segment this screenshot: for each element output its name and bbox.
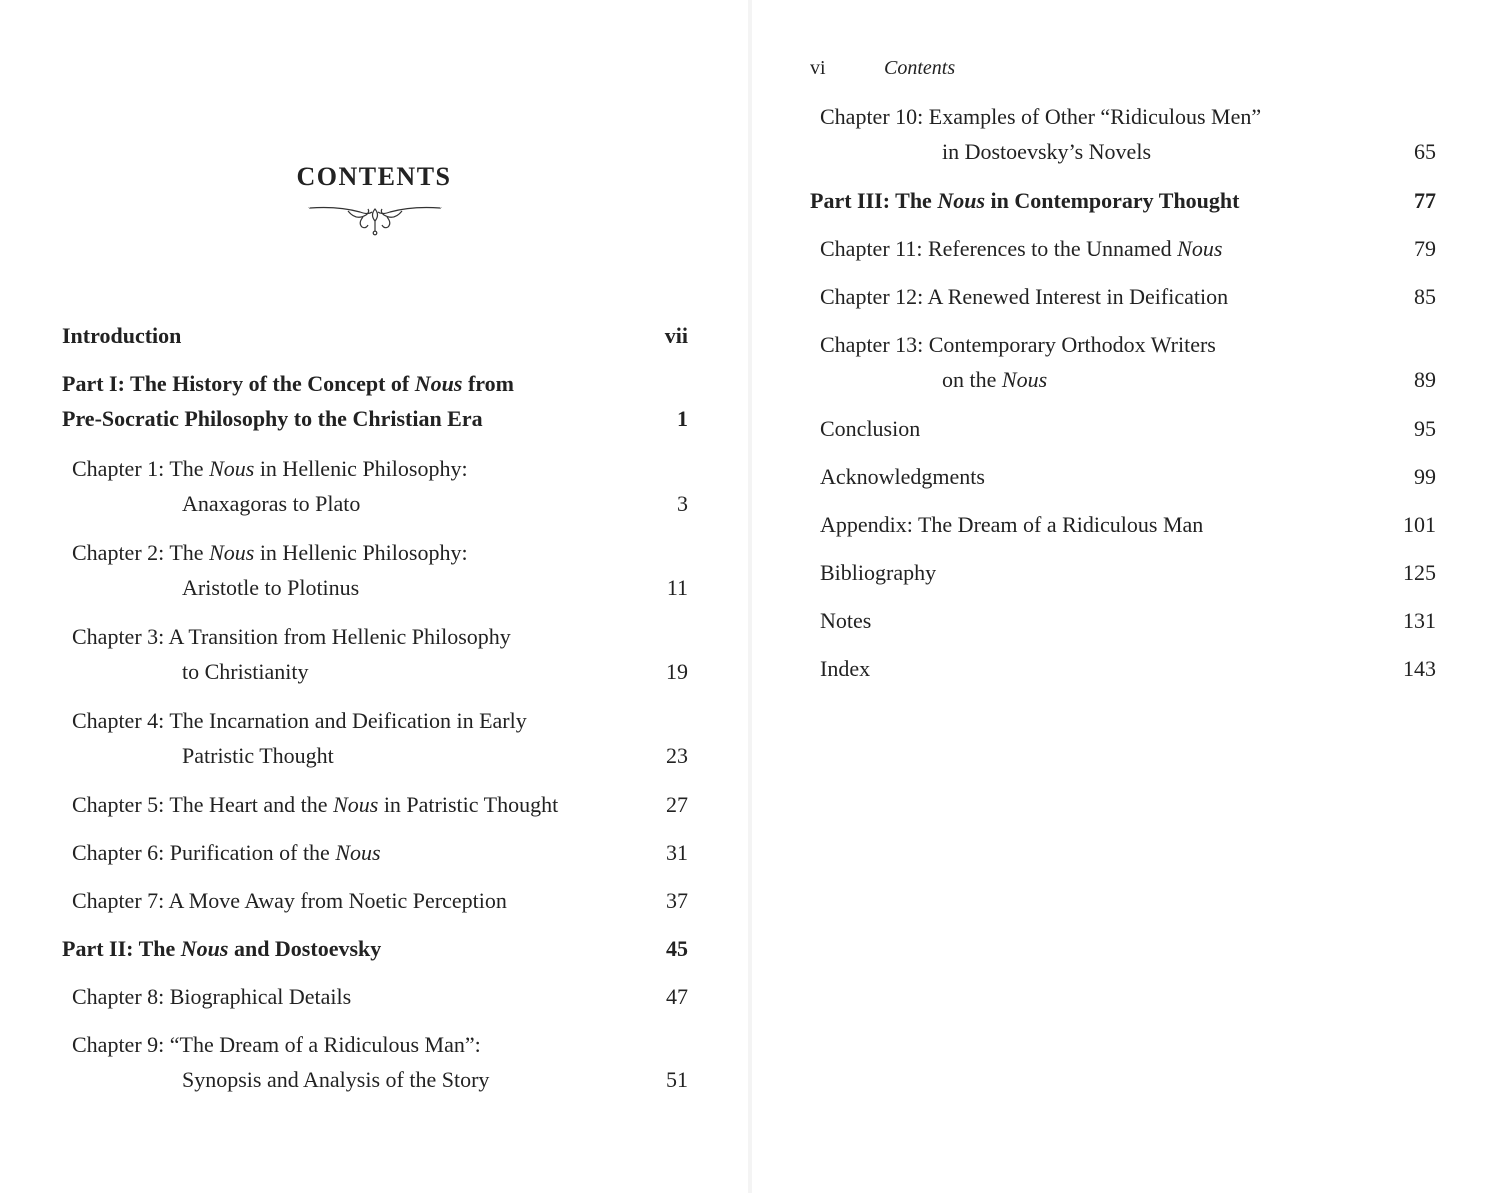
entry-label: Notes	[820, 608, 872, 633]
entry-label: Chapter 4: The Incarnation and Deification in Early	[72, 708, 527, 733]
entry-label-continued: in Dostoevsky’s Novels	[942, 139, 1151, 164]
page-number: 37	[666, 888, 688, 913]
page-number: 131	[1403, 608, 1436, 633]
page-number: 27	[666, 792, 688, 817]
entry-label-continued: Synopsis and Analysis of the Story	[182, 1067, 490, 1092]
flourish-ornament	[308, 203, 442, 237]
page-number: 143	[1403, 656, 1436, 681]
page-number: 95	[1414, 416, 1436, 441]
entry-label: Chapter 11: References to the Unnamed Nous	[820, 236, 1223, 261]
page-number: 65	[1414, 139, 1436, 164]
page-number: 47	[666, 984, 688, 1009]
page-number: 101	[1403, 512, 1436, 537]
page-number: 23	[666, 743, 688, 768]
page-number: 3	[677, 491, 688, 516]
page-number: 51	[666, 1067, 688, 1092]
entry-label: Chapter 8: Biographical Details	[72, 984, 352, 1009]
left-page	[0, 0, 748, 1193]
running-head-title: Contents	[884, 57, 956, 79]
entry-label: Acknowledgments	[820, 464, 985, 489]
entry-label: Chapter 9: “The Dream of a Ridiculous Man”:	[72, 1032, 481, 1057]
entry-label: Part II: The Nous and Dostoevsky	[62, 936, 382, 961]
entry-label: Bibliography	[820, 560, 937, 585]
entry-label: Chapter 3: A Transition from Hellenic Philosophy	[72, 624, 511, 649]
folio-number: vi	[810, 57, 826, 79]
entry-label-continued: Pre-Socratic Philosophy to the Christian Era	[62, 406, 483, 431]
entry-label: Conclusion	[820, 416, 921, 441]
page-number: 99	[1414, 464, 1436, 489]
entry-label: Chapter 6: Purification of the Nous	[72, 840, 381, 865]
page-number: 85	[1414, 284, 1436, 309]
page-number: 77	[1414, 188, 1436, 213]
page-number: 125	[1403, 560, 1436, 585]
entry-label-continued: on the Nous	[942, 367, 1048, 392]
page-number: 11	[666, 575, 688, 600]
page-number: 89	[1414, 367, 1436, 392]
entry-label: Chapter 12: A Renewed Interest in Deification	[820, 284, 1229, 309]
entry-label: Chapter 10: Examples of Other “Ridiculous Men”	[820, 104, 1262, 129]
page-number: 19	[666, 659, 688, 684]
entry-label: Appendix: The Dream of a Ridiculous Man	[820, 512, 1204, 537]
entry-label: Chapter 1: The Nous in Hellenic Philosophy:	[72, 456, 468, 481]
entry-label: Chapter 5: The Heart and the Nous in Patristic Thought	[72, 792, 559, 817]
entry-label-continued: Aristotle to Plotinus	[182, 575, 360, 600]
entry-label: Introduction	[62, 323, 182, 348]
entry-label: Chapter 2: The Nous in Hellenic Philosophy:	[72, 540, 468, 565]
entry-label-continued: to Christianity	[182, 659, 309, 684]
entry-label: Chapter 13: Contemporary Orthodox Writers	[820, 332, 1216, 357]
page-number: 1	[677, 406, 688, 431]
page-number: 79	[1414, 236, 1436, 261]
page-number: 45	[666, 936, 688, 961]
right-page	[752, 0, 1500, 1193]
entry-label: Part III: The Nous in Contemporary Thought	[810, 188, 1240, 213]
contents-title: CONTENTS	[296, 162, 452, 191]
entry-label-continued: Anaxagoras to Plato	[182, 491, 361, 516]
entry-label: Part I: The History of the Concept of Nous from	[62, 371, 514, 396]
entry-label: Chapter 7: A Move Away from Noetic Perception	[72, 888, 507, 913]
page-number: 31	[666, 840, 688, 865]
page-number: vii	[664, 323, 688, 348]
entry-label-continued: Patristic Thought	[182, 743, 334, 768]
entry-label: Index	[820, 656, 871, 681]
